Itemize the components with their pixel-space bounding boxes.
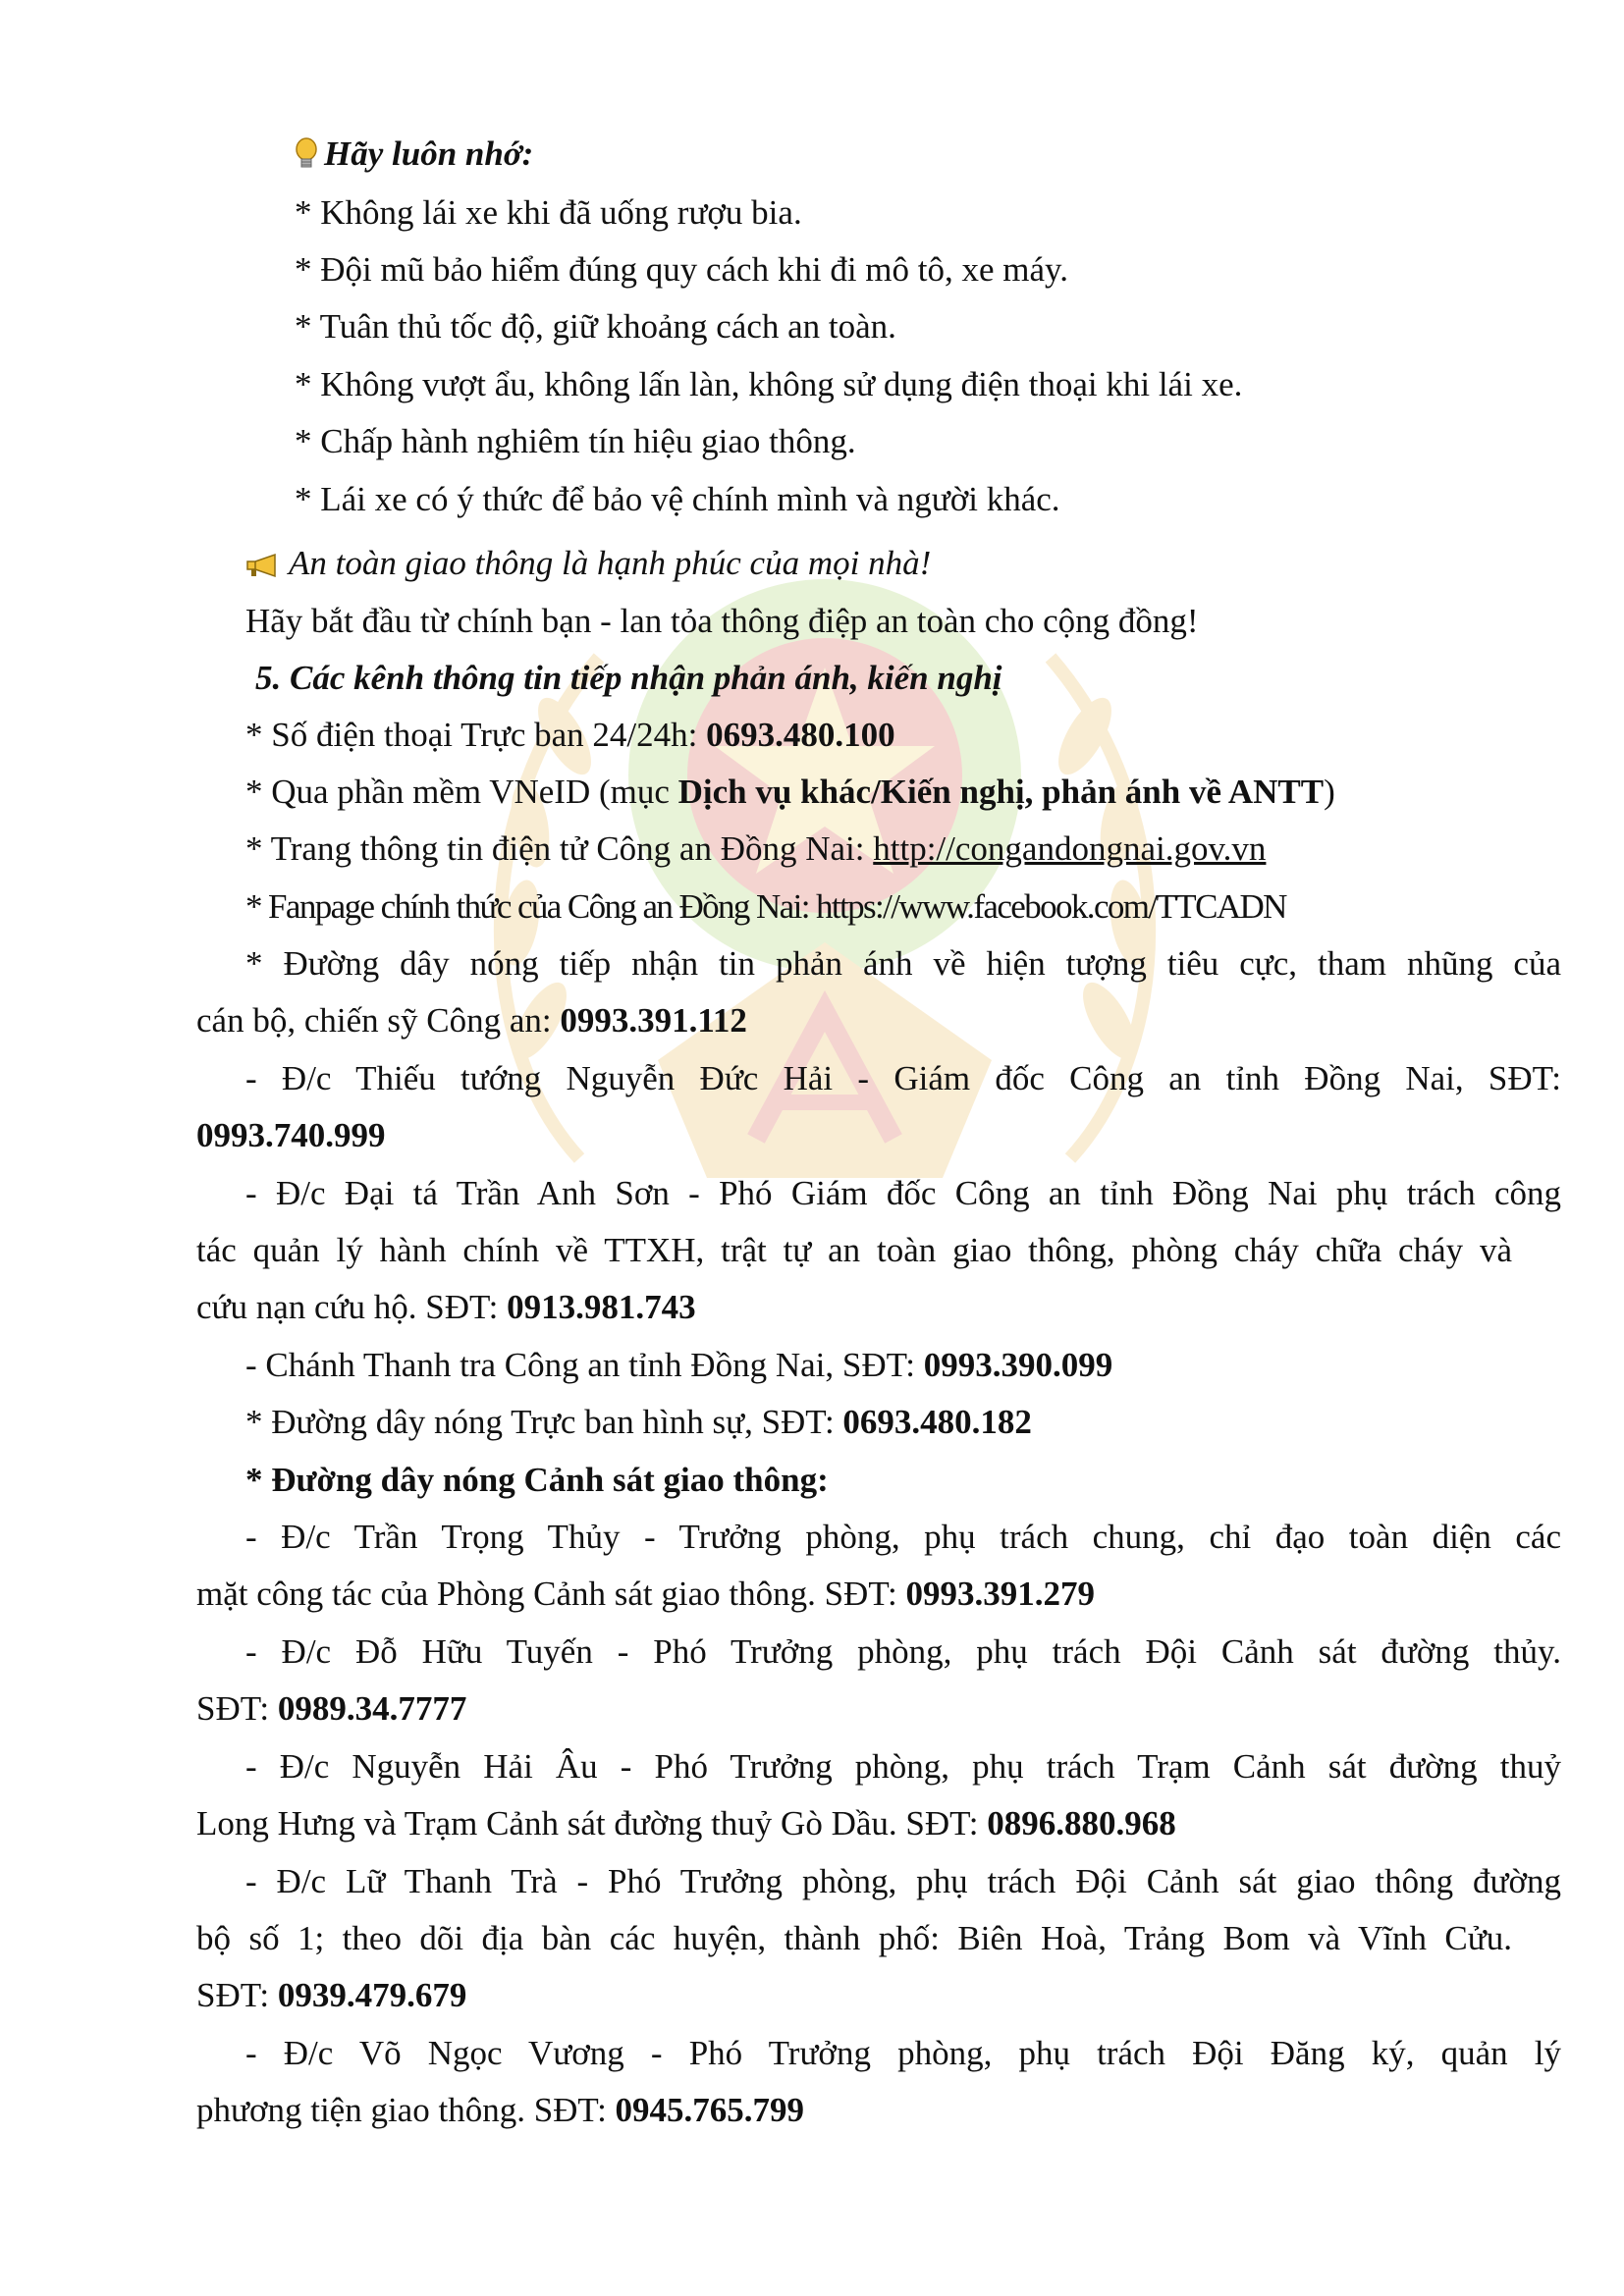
thuy-line-2 (196, 1566, 1512, 1624)
section-5-title: 5. Các kênh thông tin tiếp nhận phản ánh, kiến nghị (255, 659, 1002, 697)
tra-label: SĐT: (196, 1976, 278, 2014)
director-number: 0993.740.999 (196, 1116, 386, 1154)
website-channel (196, 821, 1561, 879)
inspector-line (196, 1337, 1561, 1395)
director-line-1: - Đ/c Thiếu tướng Nguyễn Đức Hải - Giám đốc Công an tỉnh Đồng Nai, SĐT: (245, 1059, 1561, 1097)
remember-heading-text: Hãy luôn nhớ: (324, 134, 534, 173)
duty-hotline-label: * Số điện thoại Trực ban 24/24h: (245, 716, 707, 754)
vuong-label: phương tiện giao thông. SĐT: (196, 2091, 616, 2129)
deputy-label: cứu nạn cứu hộ. SĐT: (196, 1288, 508, 1326)
slogan-line-2: Hãy bắt đầu từ chính bạn - lan tỏa thông điệp an toàn cho cộng đồng! (245, 602, 1199, 640)
tra-line-3 (196, 1967, 1512, 2025)
remember-item: * Không vượt ẩu, không lấn làn, không sử dụng điện thoại khi lái xe. (295, 365, 1243, 403)
anticorruption-number: 0993.391.112 (560, 1001, 747, 1040)
vuong-number: 0945.765.799 (615, 2091, 805, 2129)
tuyen-label: SĐT: (196, 1689, 278, 1728)
thuy-line-1: - Đ/c Trần Trọng Thủy - Trưởng phòng, phụ trách chung, chỉ đạo toàn diện các (245, 1518, 1561, 1556)
lightbulb-icon (295, 137, 318, 171)
website-link[interactable]: http://congandongnai.gov.vn (873, 829, 1267, 868)
remember-item: * Lái xe có ý thức để bảo vệ chính mình và người khác. (295, 480, 1060, 518)
deputy-line-1: - Đ/c Đại tá Trần Anh Sơn - Phó Giám đốc Công an tỉnh Đồng Nai phụ trách công (245, 1174, 1561, 1212)
criminal-hotline-line (196, 1394, 1561, 1452)
remember-item: * Tuân thủ tốc độ, giữ khoảng cách an toàn. (295, 307, 896, 346)
traffic-police-hotline-title: * Đường dây nóng Cảnh sát giao thông: (245, 1461, 829, 1499)
slogan-text: An toàn giao thông là hạnh phúc của mọi nhà! (289, 544, 932, 582)
deputy-line-3 (196, 1279, 1512, 1337)
duty-hotline-number: 0693.480.100 (706, 716, 895, 754)
criminal-hotline-label: * Đường dây nóng Trực ban hình sự, SĐT: (245, 1403, 843, 1441)
tuyen-number: 0989.34.7777 (277, 1689, 467, 1728)
inspector-number: 0993.390.099 (923, 1346, 1113, 1384)
au-line-2 (196, 1795, 1512, 1853)
anticorruption-label: cán bộ, chiến sỹ Công an: (196, 1001, 561, 1040)
tuyen-line-2 (196, 1681, 1512, 1738)
vuong-line-1: - Đ/c Võ Ngọc Vương - Phó Trưởng phòng, phụ trách Đội Đăng ký, quản lý (245, 2034, 1561, 2072)
anticorruption-line-2 (196, 992, 1512, 1050)
slogan-line-1 (245, 535, 931, 593)
thuy-number: 0993.391.279 (905, 1575, 1095, 1613)
remember-heading (295, 126, 533, 184)
inspector-label: - Chánh Thanh tra Công an tỉnh Đồng Nai, SĐT: (245, 1346, 924, 1384)
deputy-number: 0913.981.743 (507, 1288, 696, 1326)
megaphone-icon (245, 553, 281, 578)
au-number: 0896.880.968 (987, 1804, 1176, 1842)
au-line-1: - Đ/c Nguyễn Hải Âu - Phó Trưởng phòng, phụ trách Trạm Cảnh sát đường thuỷ (245, 1747, 1561, 1786)
vneid-label: * Qua phần mềm VNeID (mục (245, 773, 678, 811)
vneid-channel (196, 764, 1561, 822)
anticorruption-line-1: * Đường dây nóng tiếp nhận tin phản ánh về hiện tượng tiêu cực, tham nhũng của (245, 944, 1561, 983)
vneid-menu-path: Dịch vụ khác/Kiến nghị, phản ánh về ANTT (677, 773, 1325, 811)
tra-line-2: bộ số 1; theo dõi địa bàn các huyện, thành phố: Biên Hoà, Trảng Bom và Vĩnh Cửu. (196, 1919, 1512, 1957)
remember-item: * Đội mũ bảo hiểm đúng quy cách khi đi mô tô, xe máy. (295, 250, 1069, 289)
fanpage-channel: * Fanpage chính thức của Công an Đồng Nai: https://www.facebook.com/TTCADN (245, 887, 1286, 926)
vneid-suffix: ) (1324, 773, 1335, 811)
vuong-line-2 (196, 2082, 1512, 2140)
tra-line-1: - Đ/c Lữ Thanh Trà - Phó Trưởng phòng, phụ trách Đội Cảnh sát giao thông đường (245, 1862, 1561, 1900)
duty-hotline (196, 707, 1561, 765)
criminal-hotline-number: 0693.480.182 (842, 1403, 1032, 1441)
thuy-label: mặt công tác của Phòng Cảnh sát giao thông. SĐT: (196, 1575, 906, 1613)
deputy-line-2: tác quản lý hành chính về TTXH, trật tự an toàn giao thông, phòng cháy chữa cháy và (196, 1231, 1512, 1269)
tra-number: 0939.479.679 (277, 1976, 467, 2014)
remember-item: * Chấp hành nghiêm tín hiệu giao thông. (295, 422, 856, 460)
tuyen-line-1: - Đ/c Đỗ Hữu Tuyến - Phó Trưởng phòng, phụ trách Đội Cảnh sát đường thủy. (245, 1632, 1561, 1671)
remember-item: * Không lái xe khi đã uống rượu bia. (295, 193, 802, 232)
website-label: * Trang thông tin điện tử Công an Đồng Nai: (245, 829, 874, 868)
au-label: Long Hưng và Trạm Cảnh sát đường thuỷ Gò Dầu. SĐT: (196, 1804, 988, 1842)
